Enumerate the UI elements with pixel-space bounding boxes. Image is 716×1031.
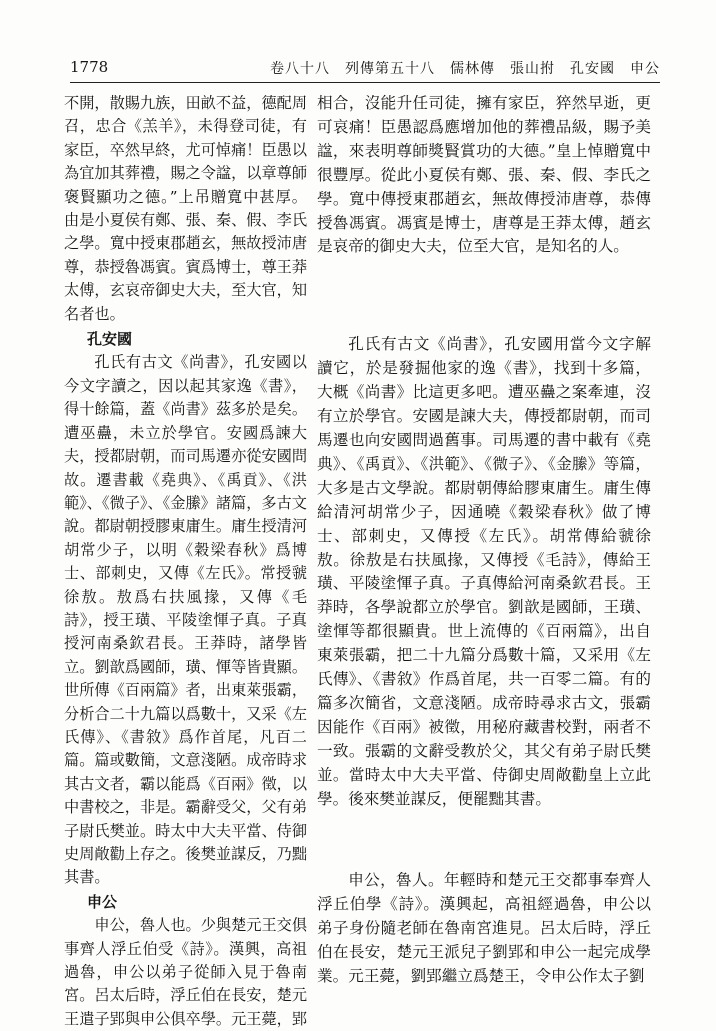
spacer xyxy=(317,811,651,869)
running-header xyxy=(70,56,660,83)
translation-paragraph-2: 孔氏有古文《尚書》，孔安國用當今文字解讀它，於是發掘他家的逸《書》，找到十多篇，大概《尚書》比這更多吧。遭巫蠱之案牽連，沒有立於學官。安國是諫大夫，傳授都尉朝，而司馬遷也向安國問過舊事。司馬遷的書中載有《堯典》、《禹貢》、《洪範》、《微子》、《金縢》等篇，大多是古文學說。都尉朝傳給膠東庸生。庸生傳給清河胡常少子，因通曉《穀梁春秋》做了博士、部刺史，又傳授《左氏》。胡常傳給虢徐敖。徐敖是右扶風掾，又傳授《毛詩》，傳給王璜、平陵塗惲子真。子真傳給河南桑欽君長。王莽時，各學說都立於學官。劉歆是國師，王璜、塗惲等都很顯貴。世上流傳的《百兩篇》，出自東萊張霸，把二十九篇分爲數十篇，又采用《左氏傳》、《書敘》作爲首尾，共一百零二篇。有的篇多次簡省，文意淺陋。成帝時尋求古文，張霸因能作《百兩》被徵，用秘府藏書校對，兩者不一致。張霸的文辭受教於父，其父有弟子尉氏樊並。當時太中大夫平當、侍御史周敞勸皇上立此學。後來樊並謀反，便罷黜其書。 xyxy=(317,335,651,808)
translation-column xyxy=(317,92,651,989)
spacer xyxy=(317,259,651,333)
section-heading-shen-gong: 申公 xyxy=(87,892,118,911)
classical-paragraph-3: 申公，魯人也。少與楚元王交俱事齊人浮丘伯受《詩》。漢興，高祖過魯，申公以弟子從師入見于魯南宮。呂太后時，浮丘伯在長安，楚元王遣子郢與申公俱卒學。元王薨，郢 xyxy=(64,916,308,1028)
classical-paragraph-2: 孔氏有古文《尚書》，孔安國以今文字讀之，因以起其家逸《書》，得十餘篇，蓋《尚書》茲多於是矣。遭巫蠱，未立於學官。安國爲諫大夫，授都尉朝，而司馬遷亦從安國問故。遷書載《堯典》、《禹貢》、《洪範》、《微子》、《金縢》諸篇，多古文說。都尉朝授膠東庸生。庸生授清河胡常少子，以明《穀梁春秋》爲博士、部刺史，又傳《左氏》。常授虢徐敖。敖爲右扶風掾，又傳《毛詩》，授王璜、平陵塗惲子真。子真授河南桑欽君長。王莽時，諸學皆立。劉歆爲國師，璜、惲等皆貴顯。世所傳《百兩篇》者，出東萊張霸，分析合二十九篇以爲數十，又采《左氏傳》、《書敘》爲作首尾，凡百二篇。篇或數簡，文意淺陋。成帝時求其古文者，霸以能爲《百兩》徵，以中書校之，非是。霸辭受父，父有弟子尉氏樊並。時太中大夫平當、侍御史周敞勸上存之。後樊並謀反，乃黜其書。 xyxy=(64,353,307,887)
translation-paragraph-1: 相合，沒能升任司徒，擁有家臣，猝然早逝，更可哀痛！臣愚認爲應增加他的葬禮品級，賜予美諡，來表明尊師獎賢賞功的大德。”皇上悼贈寬中很豐厚。從此小夏侯有鄭、張、秦、假、李氏之學。寬中傳授東郡趙玄，無故傳授沛唐尊，恭傳授魯馮賓。馮賓是博士，唐尊是王莽太傅，趙玄是哀帝的御史大夫，位至大官，是知名的人。 xyxy=(317,94,651,256)
running-head-title: 卷八十八 列傳第五十八 儒林傳 張山拊 孔安國 申公 xyxy=(270,61,660,77)
classical-text-column xyxy=(64,92,307,1031)
classical-paragraph-1: 不開，散賜九族，田畝不益，德配周召，忠合《羔羊》，未得登司徒，有家臣，卒然早終，尤可悼痛！臣愚以為宜加其葬禮，賜之令諡，以章尊師褒賢顯功之德。”上吊贈寬中甚厚。由是小夏侯有鄭、張、秦、假、李氏之學。寬中授東郡趙玄，無故授沛唐尊，恭授魯馮賓。賓爲博士，尊王莽太傅，玄哀帝御史大夫，至大官，知名者也。 xyxy=(64,94,307,323)
page-number: 1778 xyxy=(70,58,109,76)
translation-paragraph-3: 申公，魯人。年輕時和楚元王交都事奉齊人浮丘伯學《詩》。漢興起，高祖經過魯，申公以弟子身份隨老師在魯南宮進見。呂太后時，浮丘伯在長安，楚元王派兒子劉郢和申公一起完成學業。元王薨，劉郢繼立爲楚王，令申公作太子劉 xyxy=(317,871,651,986)
section-heading-kong-anguo: 孔安國 xyxy=(87,330,133,349)
